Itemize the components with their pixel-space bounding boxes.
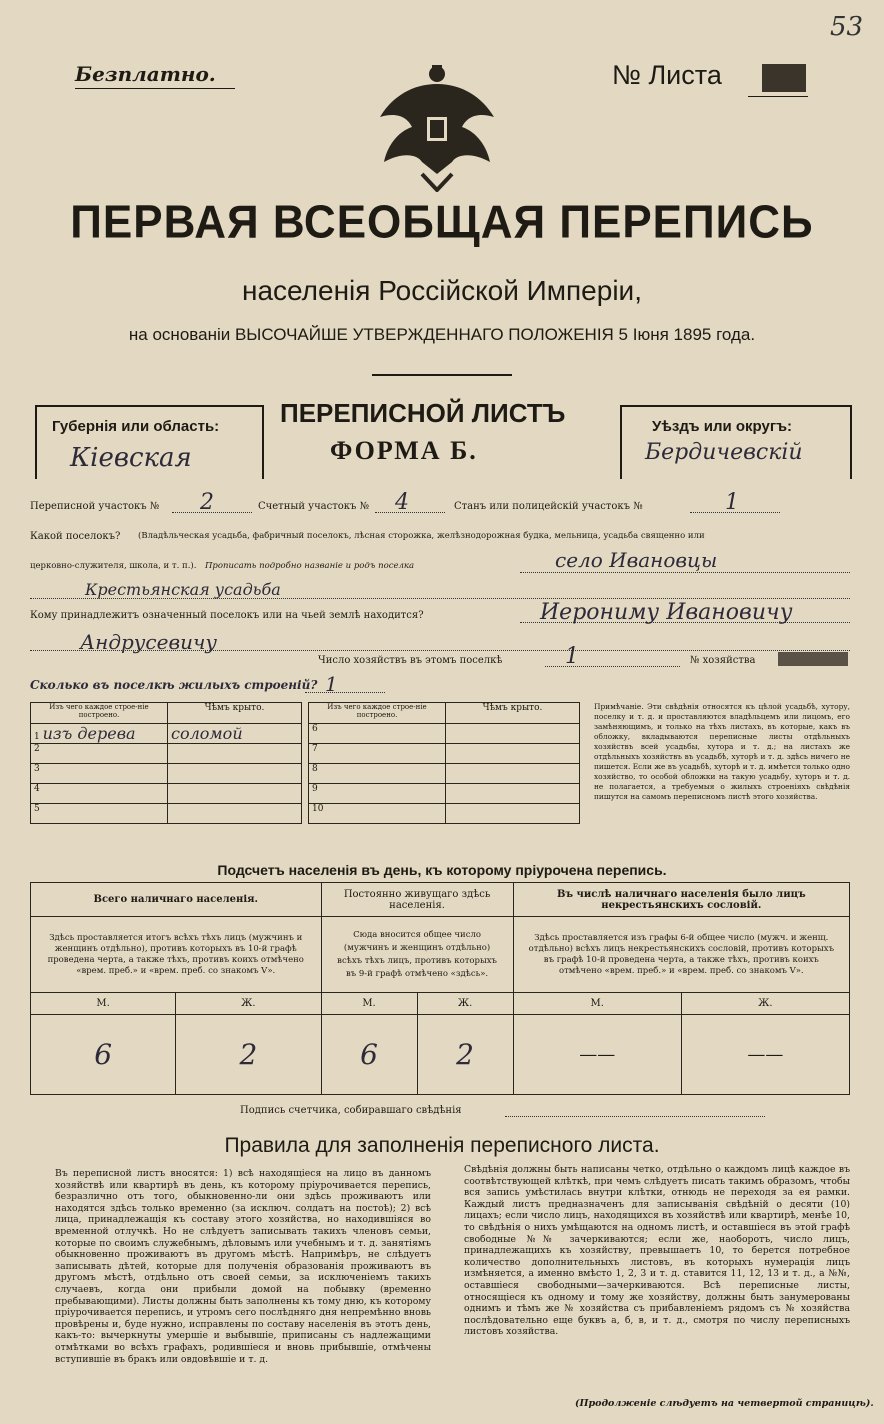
count-district-label: Счетный участокъ № [258,501,370,512]
household-no-label: № хозяйства [690,655,756,666]
sheet-title: ПЕРЕПИСНОЙ ЛИСТЪ [280,398,566,428]
c2-f-value: 2 [417,1015,513,1095]
settlement-hint: (Владѣльческая усадьба, фабричный поселокъ, лѣсная сторожка, желѣзнодорожная будка, мельница, усадьба священно или [138,531,705,541]
household-no-blot [778,652,848,666]
gubernia-value: Кіевская [70,443,192,473]
page-number: 53 [830,12,864,42]
households-label: Число хозяйствъ въ этомъ поселкѣ [318,655,503,666]
sheet-no-label: № Листа [612,60,722,90]
owner-question: Кому принадлежитъ означенный поселокъ или на чьей землѣ находится? [30,610,424,621]
buildings-table-left: Изъ чего каждое строе-ніе построено. Чѣмъ крыто. 1 изъ дерева соломой 2 3 4 5 [30,702,302,824]
sheet-no-blot [762,64,806,92]
c3-m-value: —— [513,1015,681,1095]
form-basis: на основаніи ВЫСОЧАЙШЕ УТВЕРЖДЕННАГО ПОЛОЖЕНІЯ 5 Іюня 1895 года. [128,325,756,344]
settlement-hint-2: церковно-служителя, школа, и т. п.). [30,561,197,571]
population-count-table: Всего наличнаго населенія. Постоянно живущаго здѣсь населенія. Въ числѣ наличнаго населенія было лицъ некрестьянскихъ сословій. Здѣсь проставляется итогъ всѣхъ тѣхъ лицъ (мужчинъ и женщинъ отдѣльно), противъ которыхъ въ 10-й графѣ проведена черта, а также тѣхъ, противъ коихъ отмѣчено «врем. преб.» и «врем. преб. со знакомъ V». Сюда вносится общее число (мужчинъ и женщинъ отдѣльно) всѣхъ тѣхъ лицъ, противъ которыхъ въ 9-й графѣ отмѣчено «здѣсь». Здѣсь проставляется изъ графы 6-й общее число (мужч. и женщ. отдѣльно) всѣхъ лицъ некрестьянскихъ сословій, противъ которыхъ въ графѣ 10-й проведена черта, а также тѣхъ, противъ коихъ отмѣчено «врем. преб.» и «врем. преб. со знакомъ V». М. Ж. М. Ж. М. Ж. 6 2 6 2 —— —— [30,882,850,1095]
rules-title: Правила для заполненія переписного листа. [224,1134,660,1157]
c1-m-value: 6 [31,1015,176,1095]
c3-f-value: —— [681,1015,849,1095]
rules-left: Въ переписной листъ вносятся: 1) всѣ находящіеся на лицо въ данномъ хозяйствѣ или квартирѣ въ день, къ которому пріурочивается перепись, безразлично отъ того, обыкновенно-ли они здѣсь проживаютъ или находятся здѣсь только временно (за исключ. солдатъ на постоѣ); 2) всѣ лица, принадлежащія къ составу этого хозяйства, но находившіяся во временной отлучкѣ. Но не слѣдуетъ записывать такихъ членовъ семьи, которые по своимъ служебнымъ, дѣловымъ или учебнымъ и т. д. занятіямъ обыкновенно проживаютъ въ другомъ мѣстѣ. Напримѣръ, не слѣдуетъ записывать дѣтей, которые для полученія образованія проживаютъ въ другомъ мѣстѣ, отдѣльно отъ своей семьи, за исключеніемъ такихъ случаевъ, когда они прибыли домой на побывку (временно пребывающими). Листы должны быть заполнены къ тому дню, къ которому пріурочивается перепись, и утромъ сего послѣдняго дня непремѣнно вновь провѣрены и, буде нужно, исправлены по составу населенія въ этотъ день, какъ-то: вычеркнуты умершіе и выбывшіе, приписаны съ надлежащими отмѣтками во всѣхъ графахъ, родившіеся и вновь прибывшіе, отмѣчены вступившіе въ бракъ или овдовѣвшіе и т. д. [55,1168,431,1365]
buildings-value: 1 [325,672,338,696]
buildings-label: Сколько въ поселкѣ жилыхъ строеній? [30,678,318,692]
free-label: Безплатно. [75,62,216,86]
continued-note: (Продолженіе слѣдуетъ на четвертой страницѣ). [575,1398,874,1409]
signature-label: Подпись счетчика, собиравшаго свѣдѣнія [240,1105,462,1116]
c1-f-value: 2 [176,1015,321,1095]
owner-value-1: Иерониму Ивановичу [540,600,793,625]
settlement-value-1: село Ивановцы [555,548,718,572]
census-district-value: 2 [200,490,214,515]
form-title: ПЕРВАЯ ВСЕОБЩАЯ ПЕРЕПИСЬ [70,196,814,249]
gubernia-label: Губернія или область: [52,418,220,435]
count-title: Подсчетъ населенія въ день, къ которому пріурочена перепись. [217,862,667,878]
census-district-label: Переписной участокъ № [30,501,160,512]
stan-value: 1 [725,490,739,515]
buildings-table-right: Изъ чего каждое строе-ніе построено. Чѣмъ крыто. 6 7 8 9 10 [308,702,580,824]
form-subtitle: населенія Россійской Имперіи, [242,275,642,306]
uezd-label: Уѣздъ или округъ: [652,418,793,435]
households-value: 1 [565,644,579,669]
form-label: ФОРМА Б. [330,436,478,465]
settlement-question: Какой поселокъ? [30,531,121,542]
row1-material: изъ дерева [42,724,136,743]
row1-roof: соломой [168,724,302,744]
stan-label: Станъ или полицейскій участокъ № [454,501,643,512]
eagle-emblem-icon [372,62,502,192]
c2-m-value: 6 [321,1015,417,1095]
count-district-value: 4 [395,490,409,515]
settlement-hint-3: Прописать подробно названіе и родъ поселка [205,561,415,571]
rules-right: Свѣдѣнія должны быть написаны четко, отдѣльно о каждомъ лицѣ каждое въ соотвѣтствующей клѣткѣ, при чемъ слѣдуетъ писать такимъ образомъ, чтобы вся запись умѣстилась внутри клѣтки, отнюдь не переходя за ея рамки. Каждый листъ предназначенъ для записыванія свѣдѣній о десяти (10) лицахъ; если число лицъ, находящихся въ хозяйствѣ или квартирѣ, менѣе 10, то свѣдѣнія о нихъ умѣщаются на одномъ листѣ, и оставшіеся въ этой графѣ свободные №№ зачеркиваются; если же, наоборотъ, число лицъ, принадлежащихъ къ хозяйству, превышаетъ 10, то берется потребное количество дополнительныхъ листовъ, въ которыхъ нумерація лицъ измѣняется, а именно вмѣсто 1, 2, 3 и т. д. ставится 11, 12, 13 и т. д., а №№, оставшіеся свободными—зачеркиваются. Всѣ переписные листы, относящіеся къ одному и тому же хозяйству, должны быть занумерованы однимъ и тѣмъ же № хозяйства съ прибавленіемъ рядомъ съ № хозяйства послѣдовательно еще буквъ а, б, в, и т. д., смотря по числу переписныхъ листовъ хозяйства. [464,1164,850,1338]
settlement-value-2: Крестьянская усадьба [85,580,281,599]
buildings-note: Примѣчаніе. Эти свѣдѣнія относятся къ цѣлой усадьбѣ, хутору, поселку и т. д. и проставляются владѣльцемъ или лицомъ, его замѣняющимъ, и только на тѣхъ листахъ, въ которые, какъ въ обложку, вкладываются переписные листы отдѣльныхъ хозяйствъ всей усадьбы, хутора и т. д.; на листахъ же отдѣльныхъ хозяйствъ въ усадьбѣ, хуторѣ и т. д. здѣсь ничего не пишется. Если же въ усадьбѣ, хуторѣ и т. д. имѣется только одно хозяйство, то особой обложки на такую усадьбу, хуторъ и т. д. не полагается, а требуемыя о жилыхъ строеніяхъ свѣдѣнія пишутся на самомъ переписномъ листѣ этого хозяйства. [594,702,850,801]
owner-value-2: Андрусевичу [80,630,218,654]
uezd-value: Бердичевскій [645,440,803,465]
